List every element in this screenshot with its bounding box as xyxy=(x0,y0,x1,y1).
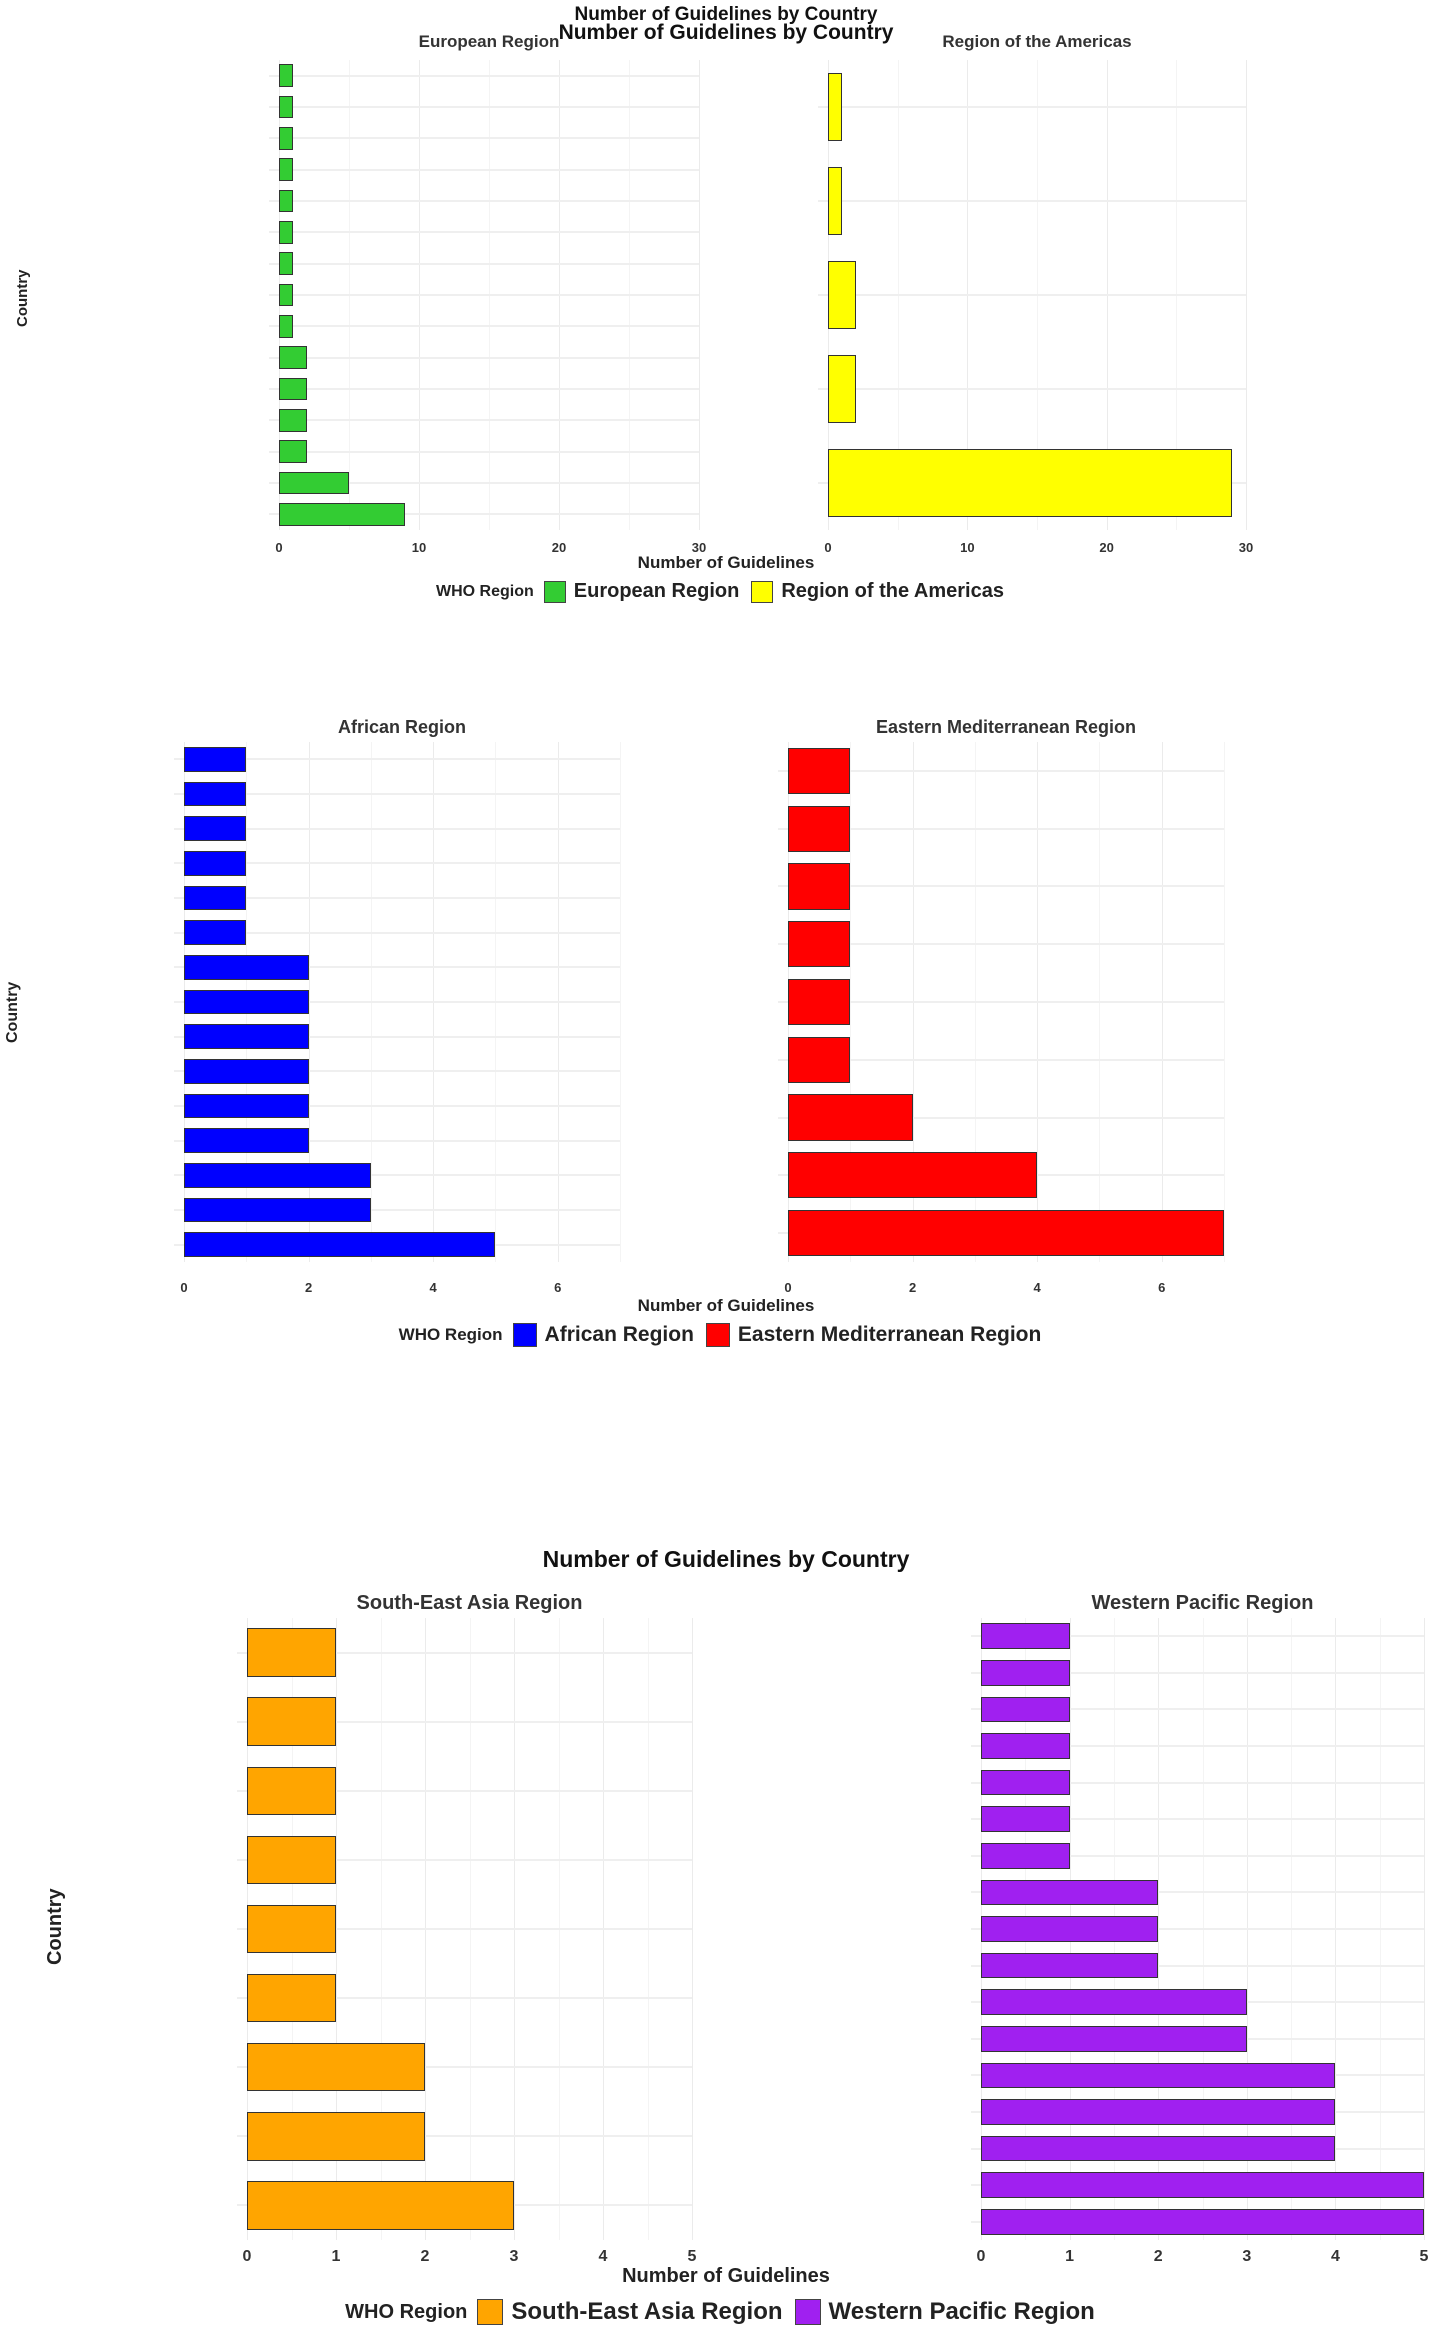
x-tick-label: 20 xyxy=(551,540,567,555)
x-tick-label: 0 xyxy=(275,540,283,555)
bar xyxy=(981,2136,1335,2162)
x-tick-label: 5 xyxy=(1419,2248,1429,2265)
bar xyxy=(981,1770,1070,1796)
legend-swatch-icon xyxy=(477,2299,503,2325)
legend-item-label: Western Pacific Region xyxy=(828,2298,1095,2325)
legend-item-label: Eastern Mediterranean Region xyxy=(737,1322,1042,1346)
plot-area xyxy=(981,1618,1424,2240)
legend-title: WHO Region xyxy=(436,582,534,600)
panel-title: African Region xyxy=(337,717,466,737)
x-tick-label: 0 xyxy=(180,1280,188,1295)
x-tick-label: 6 xyxy=(554,1280,562,1295)
x-tick-label: 2 xyxy=(1153,2248,1163,2265)
x-axis-label: Number of Guidelines xyxy=(637,553,815,572)
bar xyxy=(247,2181,514,2229)
x-axis-label: Number of Guidelines xyxy=(622,2265,830,2287)
panel-title: South-East Asia Region xyxy=(356,1592,583,1614)
x-tick-label: 1 xyxy=(1065,2248,1075,2265)
x-tick-label: 30 xyxy=(1238,540,1254,555)
bar xyxy=(981,1623,1070,1649)
gridline xyxy=(1424,1618,1425,2240)
legend-item-label: Region of the Americas xyxy=(781,580,1004,602)
gridline xyxy=(692,1618,693,2240)
bar xyxy=(247,1767,336,1815)
panel-title: Region of the Americas xyxy=(942,32,1132,51)
bar xyxy=(981,1843,1070,1869)
legend-title: WHO Region xyxy=(398,1324,503,1344)
bar xyxy=(981,1989,1247,2015)
bar xyxy=(981,2172,1424,2198)
x-tick-label: 0 xyxy=(976,2248,986,2265)
bar xyxy=(981,2209,1424,2235)
x-tick-label: 2 xyxy=(420,2248,430,2265)
bar xyxy=(247,1974,336,2022)
bar xyxy=(247,1836,336,1884)
x-tick-label: 1 xyxy=(331,2248,341,2265)
x-axis-label: Number of Guidelines xyxy=(637,1296,815,1315)
bar xyxy=(981,1733,1070,1759)
x-tick-label: 2 xyxy=(908,1280,917,1295)
bar xyxy=(247,2043,425,2091)
bar xyxy=(247,1628,336,1676)
bar xyxy=(981,1697,1070,1723)
x-tick-label: 4 xyxy=(1330,2248,1340,2265)
x-tick-label: 3 xyxy=(1242,2248,1252,2265)
x-tick-label: 3 xyxy=(509,2248,519,2265)
panel-title: European Region xyxy=(418,32,560,51)
bar xyxy=(981,1916,1158,1942)
x-tick-label: 5 xyxy=(687,2248,697,2265)
x-tick-label: 30 xyxy=(691,540,707,555)
bar xyxy=(981,2026,1247,2052)
bar xyxy=(981,1660,1070,1686)
x-tick-label: 0 xyxy=(242,2248,252,2265)
x-tick-label: 20 xyxy=(1099,540,1114,555)
legend-title: WHO Region xyxy=(345,2300,468,2323)
x-tick-label: 10 xyxy=(960,540,975,555)
bar xyxy=(981,1806,1070,1832)
x-tick-label: 4 xyxy=(598,2248,608,2265)
y-axis-label: Country xyxy=(44,1888,66,1965)
bar xyxy=(247,1905,336,1953)
x-tick-label: 10 xyxy=(411,540,427,555)
panel-title: Western Pacific Region xyxy=(1091,1592,1314,1614)
legend-swatch-icon xyxy=(795,2299,821,2325)
chart-title: Number of Guidelines by Country xyxy=(558,21,894,44)
x-tick-label: 0 xyxy=(784,1280,792,1295)
x-tick-label: 4 xyxy=(1033,1280,1041,1295)
x-tick-label: 0 xyxy=(824,540,832,555)
x-tick-label: 2 xyxy=(304,1280,313,1295)
x-tick-label: 4 xyxy=(429,1280,437,1295)
bar xyxy=(247,1697,336,1745)
bar xyxy=(247,2112,425,2160)
chart-title: Number of Guidelines by Country xyxy=(542,1546,910,1572)
x-tick-label: 6 xyxy=(1158,1280,1166,1295)
bar xyxy=(981,1953,1158,1979)
legend-item-label: African Region xyxy=(544,1322,694,1346)
chart-title: Number of Guidelines by Country xyxy=(574,4,878,25)
legend-item-label: European Region xyxy=(573,580,740,602)
bar xyxy=(981,1880,1158,1906)
legend-item-label: South-East Asia Region xyxy=(511,2298,783,2325)
bar xyxy=(981,2063,1335,2089)
y-axis-label: Country xyxy=(14,269,31,327)
panel-title: Eastern Mediterranean Region xyxy=(875,717,1137,737)
legend xyxy=(0,2298,1452,2326)
bar xyxy=(981,2099,1335,2125)
y-axis-label: Country xyxy=(4,981,21,1043)
plot-area xyxy=(247,1618,692,2240)
